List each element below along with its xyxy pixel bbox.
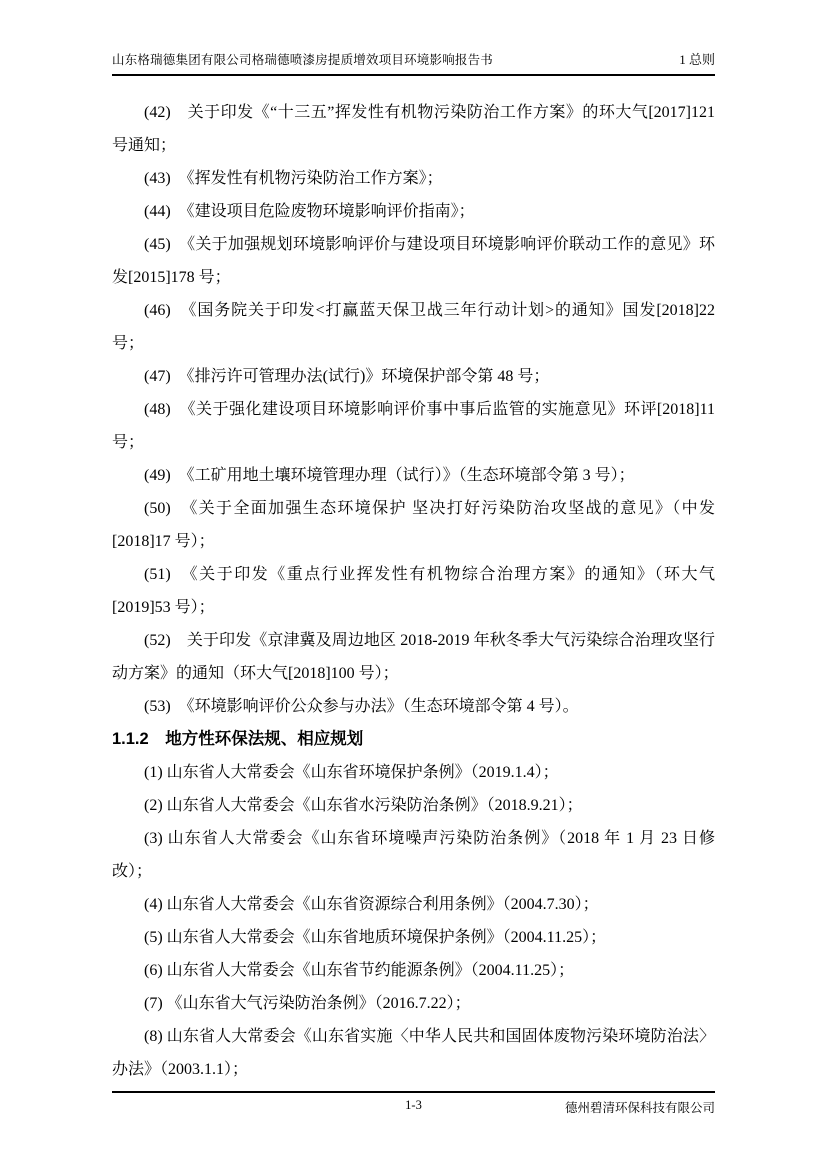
regulation-item: (48) 《关于强化建设项目环境影响评价事中事后监管的实施意见》环评[2018]11 号；	[112, 401, 715, 451]
local-regulation-item: (3) 山东省人大常委会《山东省环境噪声污染防治条例》（2018 年 1 月 23 日修改）；	[112, 830, 715, 880]
page-number: 1-3	[405, 1098, 422, 1112]
local-regulation-item: (8) 山东省人大常委会《山东省实施〈中华人民共和国固体废物污染环境防治法〉办法》（2003.1.1）；	[112, 1028, 715, 1078]
regulation-item: (52) 关于印发《京津冀及周边地区 2018-2019 年秋冬季大气污染综合治理攻坚行动方案》的通知（环大气[2018]100 号）；	[112, 632, 715, 682]
regulation-item: (50) 《关于全面加强生态环境保护 坚决打好污染防治攻坚战的意见》（中发[2018]17 号）；	[112, 500, 715, 550]
local-regulation-item: (5) 山东省人大常委会《山东省地质环境保护条例》（2004.11.25）；	[144, 929, 607, 946]
regulation-item: (45) 《关于加强规划环境影响评价与建设项目环境影响评价联动工作的意见》环发[2015]178 号；	[112, 236, 715, 286]
regulation-item: (46) 《国务院关于印发<打赢蓝天保卫战三年行动计划>的通知》国发[2018]22 号；	[112, 302, 715, 352]
page-footer	[112, 1091, 715, 1123]
regulation-item: (47) 《排污许可管理办法(试行)》环境保护部令第 48 号；	[144, 368, 550, 385]
regulation-item: (43) 《挥发性有机物污染防治工作方案》；	[144, 170, 443, 187]
local-regulation-item: (6) 山东省人大常委会《山东省节约能源条例》（2004.11.25）；	[144, 962, 575, 979]
local-regulation-item: (2) 山东省人大常委会《山东省水污染防治条例》（2018.9.21）；	[144, 797, 583, 814]
company-name: 德州碧清环保科技有限公司	[564, 1101, 715, 1115]
regulation-item: (51) 《关于印发《重点行业挥发性有机物综合治理方案》的通知》（环大气[2019]53 号）；	[112, 566, 715, 616]
chapter-label: 1 总则	[679, 52, 715, 67]
local-regulation-item: (1) 山东省人大常委会《山东省环境保护条例》（2019.1.4）；	[144, 764, 559, 781]
document-title: 山东格瑞德集团有限公司格瑞德喷漆房提质增效项目环境影响报告书	[112, 53, 494, 67]
page-content	[112, 96, 715, 1086]
local-regulation-item: (7) 《山东省大气污染防治条例》（2016.7.22）；	[144, 995, 471, 1012]
regulation-item: (49) 《工矿用地土壤环境管理办理（试行）》（生态环境部令第 3 号）；	[144, 467, 635, 484]
page-header	[112, 49, 715, 76]
section-heading: 1.1.2 地方性环保法规、相应规划	[112, 730, 364, 748]
local-regulation-item: (4) 山东省人大常委会《山东省资源综合利用条例》（2004.7.30）；	[144, 896, 599, 913]
regulation-item: (42) 关于印发《“十三五”挥发性有机物污染防治工作方案》的环大气[2017]121 号通知；	[112, 104, 715, 154]
regulation-item: (44) 《建设项目危险废物环境影响评价指南》；	[144, 203, 475, 220]
regulation-item: (53) 《环境影响评价公众参与办法》（生态环境部令第 4 号）。	[144, 698, 579, 715]
